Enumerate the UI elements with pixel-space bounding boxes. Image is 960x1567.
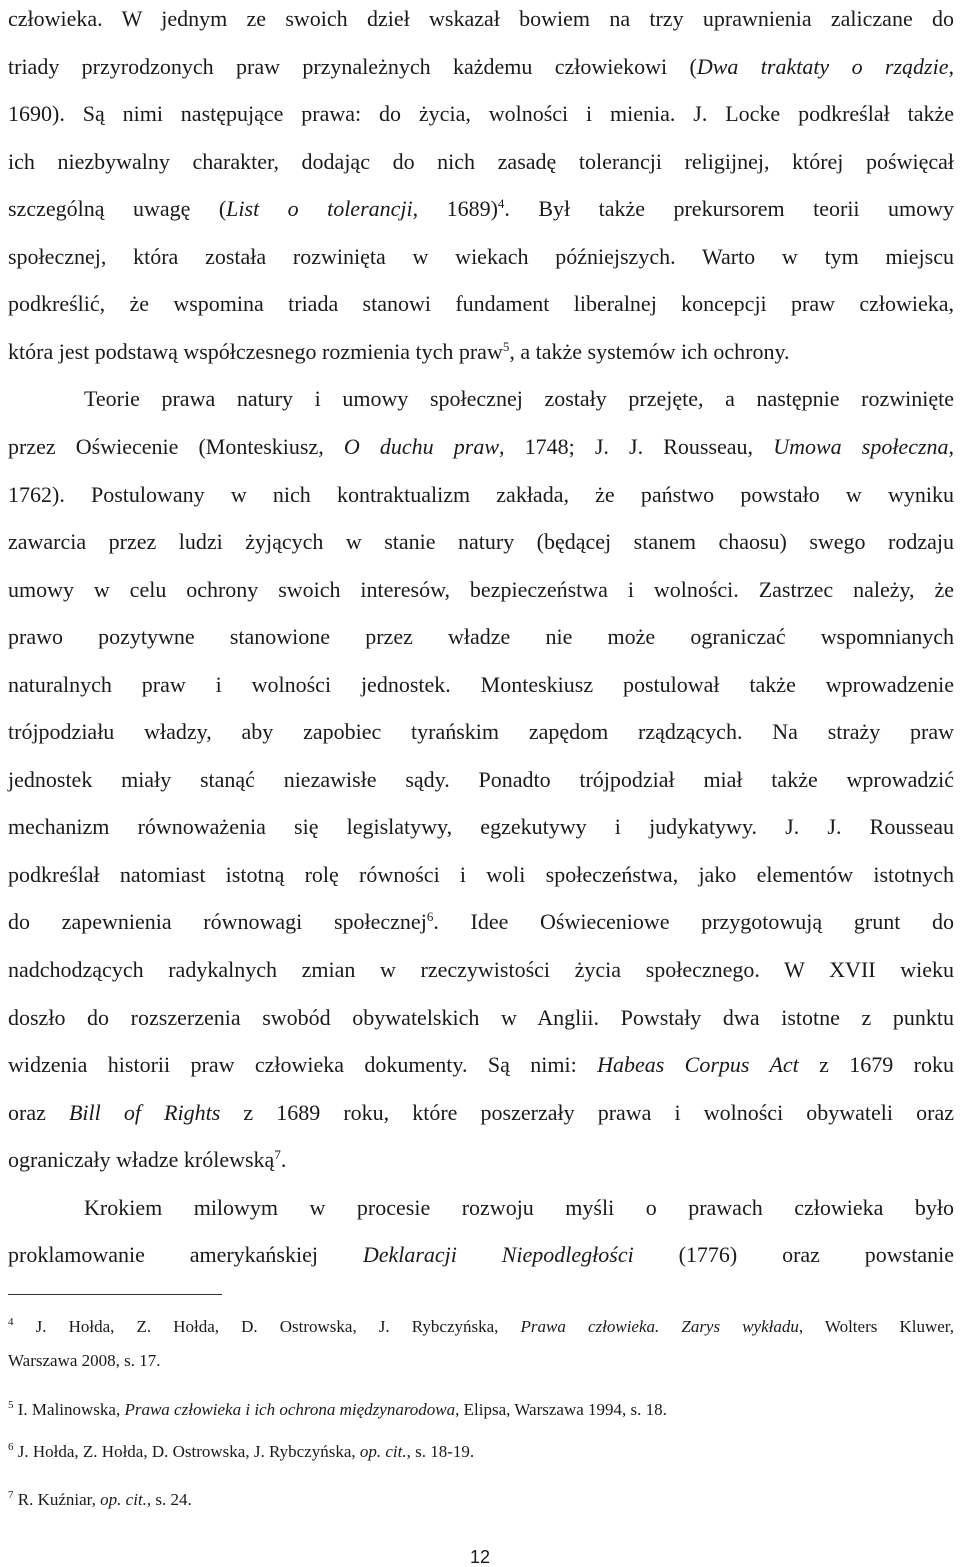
text-line [8, 482, 954, 508]
text-line [8, 672, 954, 698]
text-run: J. Hołda, Z. Hołda, D. Ostrowska, J. Rybczyńska, [13, 1442, 360, 1461]
text-run: z 1689 roku, które poszerzały prawa i wolności obywateli oraz [220, 1099, 954, 1125]
text-run: , [948, 433, 955, 459]
text-run: 1762). Postulowany w nich kontraktualizm zakłada, że państwo powstało w wyniku [8, 481, 954, 507]
footnote-ref: 6 [426, 909, 434, 925]
text-run: społecznej, która została rozwinięta w wiekach późniejszych. Warto w tym miejscu [8, 243, 954, 269]
footnote-ref: 5 [502, 338, 510, 354]
text-run: ograniczały władze królewską [8, 1147, 275, 1173]
italic-title: Prawa człowieka i ich ochrona międzynarodowa [124, 1400, 456, 1419]
footnote [8, 1316, 954, 1338]
text-line [8, 1052, 954, 1078]
text-run: Krokiem milowym w procesie rozwoju myśli o prawach człowieka było [84, 1194, 954, 1220]
text-run: , s. 24. [146, 1490, 192, 1509]
text-run: , a także systemów ich ochrony. [509, 338, 790, 364]
text-line [8, 624, 954, 650]
text-run: doszło do rozszerzenia swobód obywatelskich w Anglii. Powstały dwa istotne z punktu [8, 1004, 954, 1030]
footnote-continuation: Warszawa 2008, s. 17. [8, 1351, 161, 1370]
text-run: . Był także prekursorem teorii umowy [504, 196, 954, 222]
text-run: z 1679 roku [798, 1052, 955, 1078]
footnote [8, 1399, 667, 1421]
text-run: jednostek miały stanąć niezawisłe sądy. Ponadto trójpodział miał także wprowadzić [8, 766, 954, 792]
text-line [8, 814, 954, 840]
text-run: człowieka. W jednym ze swoich dzieł wskazał bowiem na trzy uprawnienia zaliczane do [8, 6, 954, 31]
text-line [8, 149, 954, 175]
text-line [8, 291, 954, 317]
text-run: 1690). Są nimi następujące prawa: do życia, wolności i mienia. J. Locke podkreślał także [8, 101, 954, 127]
text-line [8, 1242, 954, 1268]
text-run: mechanizm równoważenia się legislatywy, egzekutywy i judykatywy. J. J. Rousseau [8, 814, 954, 840]
text-run: . Idee Oświeceniowe przygotowują grunt do [433, 909, 954, 935]
text-line [8, 719, 954, 745]
italic-title: op. cit. [100, 1490, 147, 1509]
footnote-number: 7 [8, 1489, 14, 1501]
text-run: , Wolters Kluwer, [798, 1317, 955, 1336]
text-run: , 1689) [412, 196, 498, 222]
text-line [8, 909, 954, 935]
italic-title: op. cit. [359, 1442, 407, 1461]
text-run: R. Kuźniar, [13, 1490, 101, 1509]
text-run: , [948, 53, 954, 79]
text-line [8, 1100, 954, 1126]
text-line [8, 529, 954, 555]
text-line [8, 1147, 286, 1173]
text-line [8, 339, 790, 365]
italic-title: Bill of Rights [68, 1099, 221, 1125]
text-line [8, 767, 954, 793]
text-run: triady przyrodzonych praw przynależnych każdemu człowiekowi ( [8, 53, 697, 79]
text-run: zawarcia przez ludzi żyjących w stanie natury (będącej stanem chaosu) swego rodzaju [8, 529, 954, 555]
text-run: podkreślał natomiast istotną rolę równości i woli społeczeństwa, jako elementów istotnych [8, 861, 954, 887]
text-run: prawo pozytywne stanowione przez władze nie może ograniczać wspomnianych [8, 624, 954, 650]
text-run: umowy w celu ochrony swoich interesów, bezpieczeństwa i wolności. Zastrzec należy, że [8, 576, 954, 602]
text-line [8, 434, 954, 460]
text-run: przez Oświecenie (Monteskiusz, [8, 433, 344, 459]
footnote [8, 1441, 474, 1463]
italic-title: Deklaracji Niepodległości [362, 1242, 634, 1268]
text-run: naturalnych praw i wolności jednostek. Monteskiusz postulował także wprowadzenie [8, 671, 954, 697]
text-line [8, 6, 954, 32]
footnote-ref: 4 [497, 196, 505, 212]
text-run: (1776) oraz powstanie [633, 1242, 954, 1268]
text-line [84, 1195, 954, 1221]
text-run: . [280, 1147, 287, 1173]
italic-title: Umowa społeczna [773, 433, 949, 459]
text-run: , s. 18-19. [406, 1442, 475, 1461]
text-run: oraz [8, 1099, 69, 1125]
text-run: proklamowanie amerykańskiej [8, 1242, 363, 1268]
footnote-separator [8, 1294, 222, 1295]
text-run: podkreślić, że wspomina triada stanowi fundament liberalnej koncepcji praw człowieka, [8, 291, 954, 317]
italic-title: Habeas Corpus Act [597, 1052, 799, 1078]
text-line [8, 244, 954, 270]
text-run: J. Hołda, Z. Hołda, D. Ostrowska, J. Rybczyńska, [13, 1317, 521, 1336]
text-line [8, 1005, 954, 1031]
footnote [8, 1489, 192, 1511]
footnote-number: 4 [8, 1316, 14, 1328]
text-line [8, 577, 954, 603]
italic-title: List o tolerancji [226, 196, 413, 222]
text-line [8, 101, 954, 127]
text-run: , 1748; J. J. Rousseau, [499, 433, 774, 459]
text-run: szczególną uwagę ( [8, 196, 227, 222]
text-line [8, 196, 954, 222]
text-run: ich niezbywalny charakter, dodając do nich zasadę tolerancji religijnej, której poświęcał [8, 148, 954, 174]
footnote-number: 5 [8, 1399, 14, 1411]
text-run: widzenia historii praw człowieka dokumenty. Są nimi: [8, 1052, 598, 1078]
text-run: Teorie prawa natury i umowy społecznej zostały przejęte, a następnie rozwinięte [84, 386, 954, 412]
text-run: I. Malinowska, [13, 1400, 125, 1419]
text-run: trójpodziału władzy, aby zapobiec tyrańskim zapędom rządzących. Na straży praw [8, 719, 954, 745]
text-run: nadchodzących radykalnych zmian w rzeczywistości życia społecznego. W XVII wieku [8, 957, 954, 982]
text-line [84, 386, 954, 412]
text-line [8, 862, 954, 888]
italic-title: O duchu praw [343, 433, 500, 459]
text-run: , Elipsa, Warszawa 1994, s. 18. [455, 1400, 667, 1419]
text-run: która jest podstawą współczesnego rozmienia tych praw [8, 338, 503, 364]
italic-title: Prawa człowieka. Zarys wykładu [520, 1317, 799, 1336]
italic-title: Dwa traktaty o rządzie [696, 53, 949, 79]
footnote-number: 6 [8, 1441, 14, 1453]
text-line [8, 957, 954, 983]
text-run: do zapewnienia równowagi społecznej [8, 909, 427, 935]
page-number: 12 [469, 1547, 491, 1567]
footnote-ref: 7 [274, 1147, 281, 1163]
text-line [8, 54, 954, 80]
